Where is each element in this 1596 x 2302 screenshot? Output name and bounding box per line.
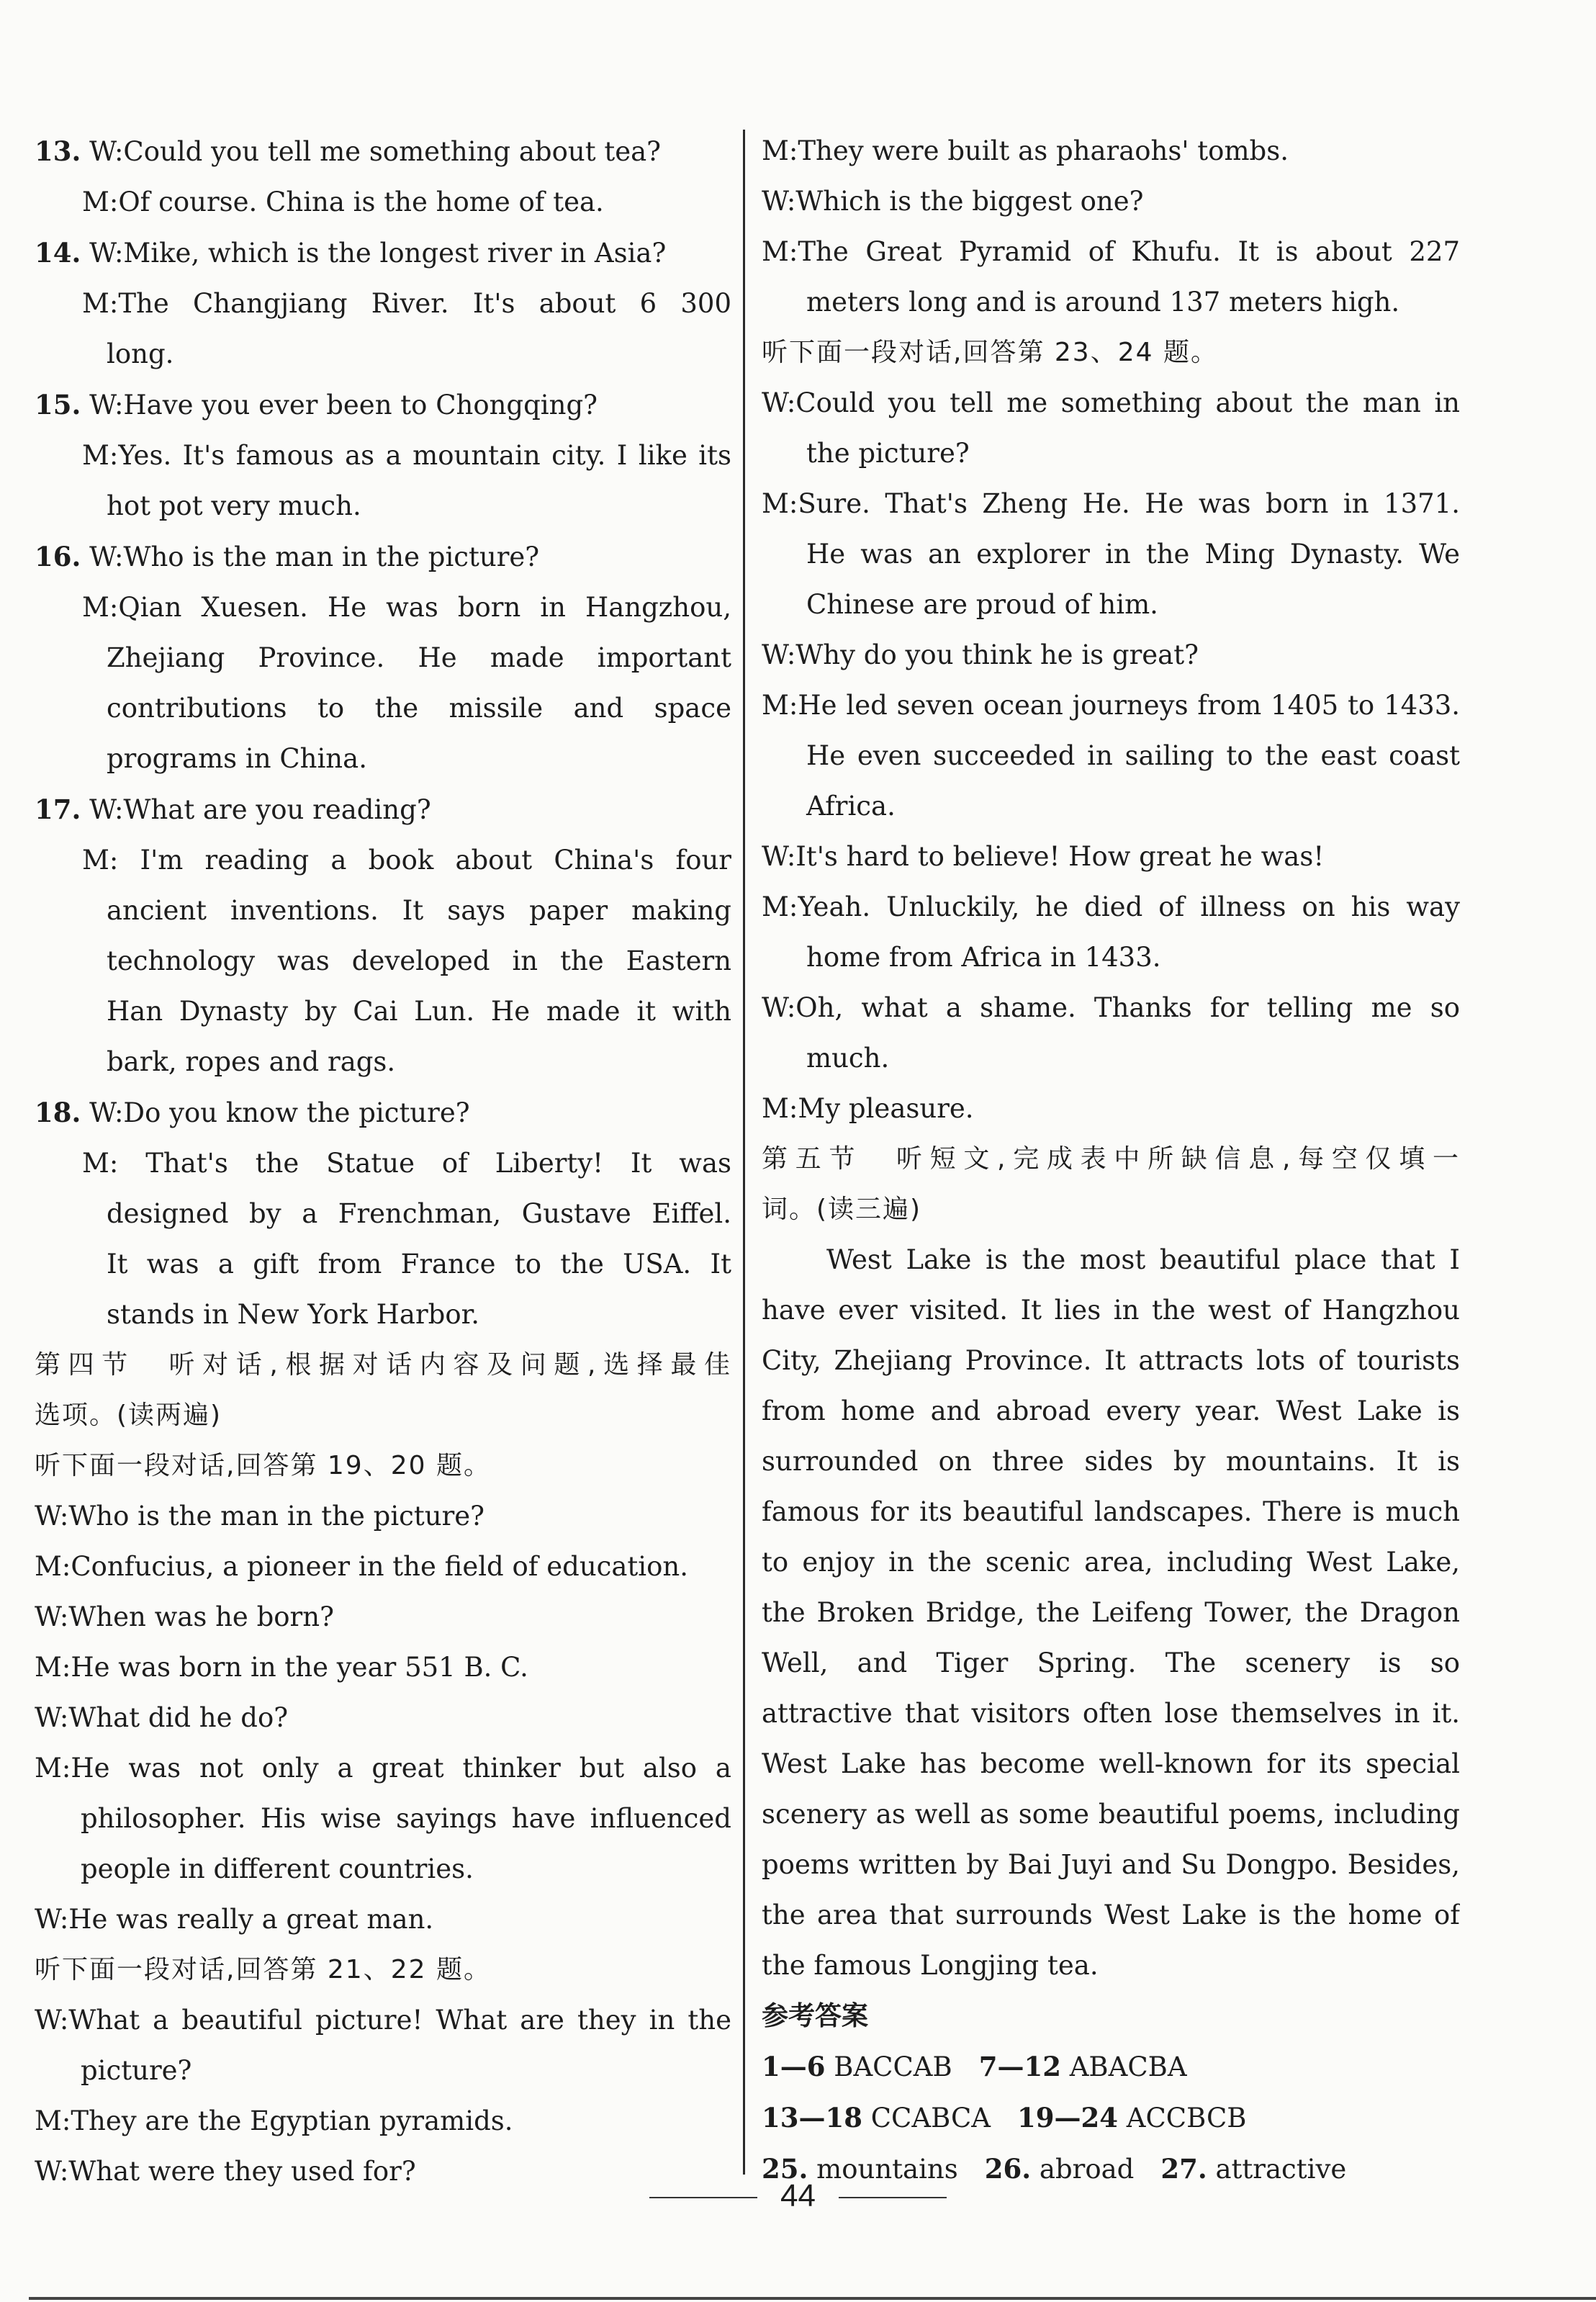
answer-value: BACCAB <box>825 2051 952 2082</box>
dialog-line: He was an explorer in the Ming Dynasty. We <box>806 539 1460 570</box>
section-heading: 第五节 听短文,完成表中所缺信息,每空仅填一 <box>762 1144 1460 1174</box>
answer-gap <box>952 2051 979 2082</box>
dialog-line: M:He was born in the year 551 B. C. <box>35 1652 528 1683</box>
section-heading: 第四节 听对话,根据对话内容及问题,选择最佳 <box>35 1350 731 1380</box>
dialog-line: W:He was really a great man. <box>35 1904 434 1935</box>
dialog-line: W:Oh, what a shame. Thanks for telling me so <box>762 992 1460 1023</box>
dialog-line <box>35 379 731 431</box>
dialog-line: long. <box>107 338 174 369</box>
dialog-line: W:It's hard to believe! How great he was! <box>762 841 1325 872</box>
answers-title: 参考答案 <box>762 2000 868 2031</box>
dialog-line: W:What did he do? <box>35 1702 289 1733</box>
dialog-item <box>35 531 731 784</box>
dialog-line: designed by a Frenchman, Gustave Eiffel. <box>107 1198 731 1229</box>
item-number: 16. <box>35 541 81 572</box>
dialog-item <box>35 784 731 1087</box>
passage-line: poems written by Bai Juyi and Su Dongpo. Besides, <box>762 1849 1460 1880</box>
answer-value: abroad <box>1031 2154 1135 2185</box>
passage-line: the Broken Bridge, the Leifeng Tower, the Dragon <box>762 1597 1460 1628</box>
bottom-rule <box>29 2297 1596 2300</box>
dialog-text: W:Could you tell me something about tea? <box>81 136 662 167</box>
passage-line: scenery as well as some beautiful poems, including <box>762 1799 1460 1830</box>
dialog-line: W:When was he born? <box>35 1601 334 1632</box>
footer-dash-right <box>839 2197 947 2198</box>
passage-line: famous for its beautiful landscapes. There is much <box>762 1496 1460 1527</box>
dialog-text: W:Have you ever been to Chongqing? <box>81 390 598 421</box>
answer-value: mountains <box>808 2154 958 2185</box>
dialog-line: M:The Changjiang River. It's about 6 300 <box>82 288 731 319</box>
dialog-line: M:Sure. That's Zheng He. He was born in 1371. <box>762 488 1460 519</box>
dialog-line <box>35 1087 731 1138</box>
section-heading: 词。(读三遍) <box>762 1195 922 1224</box>
dialog-line: programs in China. <box>107 743 367 774</box>
dialog-line: M:My pleasure. <box>762 1093 974 1124</box>
answer-gap <box>991 2103 1017 2134</box>
dialog-text: W:Who is the man in the picture? <box>81 541 540 572</box>
passage-line: attractive that visitors often lose themselves in it. <box>762 1698 1460 1729</box>
dialog-line: meters long and is around 137 meters high. <box>806 287 1400 318</box>
left-column <box>35 126 731 2197</box>
dialog-line <box>35 531 731 583</box>
dialog-line: M: I'm reading a book about China's four <box>82 845 731 876</box>
dialog-line: hot pot very much. <box>107 490 361 521</box>
dialog-line: W:Why do you think he is great? <box>762 639 1199 670</box>
dialog-line: technology was developed in the Eastern <box>107 945 731 976</box>
item-number: 15. <box>35 389 81 421</box>
answer-value: ABACBA <box>1060 2051 1187 2082</box>
dialog-line <box>35 228 731 279</box>
dialog-item <box>35 379 731 531</box>
item-number: 18. <box>35 1097 81 1128</box>
right-column <box>762 126 1460 2195</box>
answer-number: 26. <box>984 2153 1032 2185</box>
answer-number: 1—6 <box>762 2051 826 2082</box>
answer-value: CCABCA <box>862 2103 991 2134</box>
passage-line: have ever visited. It lies in the west of Hangzhou <box>762 1295 1460 1326</box>
dialog-text: W:What are you reading? <box>81 794 431 825</box>
dialog-item <box>35 126 731 228</box>
dialog-line: M:He was not only a great thinker but also a <box>35 1753 731 1784</box>
dialog-line: W:Who is the man in the picture? <box>35 1501 484 1532</box>
dialog-line: W:Could you tell me something about the man in <box>762 387 1460 418</box>
answer-number: 25. <box>762 2153 808 2185</box>
dialog-line: Africa. <box>806 791 896 822</box>
dialog-line: home from Africa in 1433. <box>806 942 1161 973</box>
answer-row <box>762 2092 1460 2144</box>
dialog-line: bark, ropes and rags. <box>107 1046 396 1077</box>
dialog-line: ancient inventions. It says paper making <box>107 895 731 926</box>
dialog-line: M: That's the Statue of Liberty! It was <box>82 1148 731 1179</box>
item-number: 17. <box>35 793 81 825</box>
dialog-line: M:Qian Xuesen. He was born in Hangzhou, <box>82 592 731 623</box>
dialog-line: M:They were built as pharaohs' tombs. <box>762 135 1289 166</box>
dialog-line: M:They are the Egyptian pyramids. <box>35 2105 513 2136</box>
item-number: 13. <box>35 135 81 167</box>
item-number: 14. <box>35 237 81 269</box>
passage-line: surrounded on three sides by mountains. It is <box>762 1446 1460 1477</box>
passage-line: West Lake is the most beautiful place that I <box>826 1244 1460 1275</box>
dialog-line: M:He led seven ocean journeys from 1405 to 1433. <box>762 690 1460 721</box>
passage-line: from home and abroad every year. West Lake is <box>762 1395 1460 1426</box>
answer-number: 19—24 <box>1017 2102 1118 2134</box>
passage-line: City, Zhejiang Province. It attracts lots of tourists <box>762 1345 1460 1376</box>
answer-number: 13—18 <box>762 2102 862 2134</box>
footer-dash-left <box>649 2197 757 2198</box>
dialog-line: Chinese are proud of him. <box>806 589 1158 620</box>
dialog-line: W:What a beautiful picture! What are they in the <box>35 2005 731 2036</box>
answer-value: ACCBCB <box>1117 2103 1247 2134</box>
passage-line: West Lake has become well-known for its special <box>762 1748 1460 1779</box>
dialog-text: W:Do you know the picture? <box>81 1097 470 1128</box>
passage-line: the famous Longjing tea. <box>762 1950 1099 1981</box>
dialog-intro: 听下面一段对话,回答第 23、24 题。 <box>762 338 1218 367</box>
passage-line: to enjoy in the scenic area, including West Lake, <box>762 1547 1460 1578</box>
dialog-line: M:Yes. It's famous as a mountain city. I like its <box>82 440 731 471</box>
dialog-line: the picture? <box>806 438 970 469</box>
dialog-line: W:What were they used for? <box>35 2156 416 2187</box>
answer-number: 27. <box>1160 2153 1207 2185</box>
dialog-line: It was a gift from France to the USA. It <box>107 1249 731 1280</box>
dialog-line: philosopher. His wise sayings have influenced <box>81 1803 731 1834</box>
dialog-line: M:The Great Pyramid of Khufu. It is about 227 <box>762 236 1460 267</box>
dialog-line: much. <box>806 1043 890 1074</box>
answer-value: attractive <box>1207 2154 1347 2185</box>
dialog-line: picture? <box>81 2055 192 2086</box>
passage-line: the area that surrounds West Lake is the home of <box>762 1899 1460 1930</box>
dialog-line: Zhejiang Province. He made important <box>107 642 731 673</box>
dialog-line: He even succeeded in sailing to the east coast <box>806 740 1460 771</box>
dialog-line <box>35 126 731 177</box>
dialog-text: W:Mike, which is the longest river in Asia? <box>81 238 667 269</box>
section-heading: 选项。(读两遍) <box>35 1400 222 1430</box>
passage-line: Well, and Tiger Spring. The scenery is so <box>762 1647 1460 1678</box>
answer-number: 7—12 <box>978 2051 1061 2082</box>
dialog-line: M:Yeah. Unluckily, he died of illness on his way <box>762 891 1460 922</box>
dialog-line: M:Confucius, a pioneer in the field of education. <box>35 1551 688 1582</box>
dialog-line: Han Dynasty by Cai Lun. He made it with <box>107 996 731 1027</box>
dialog-intro: 听下面一段对话,回答第 21、22 题。 <box>35 1955 491 1984</box>
dialog-line: M:Of course. China is the home of tea. <box>82 186 604 217</box>
answer-row <box>762 2041 1460 2092</box>
dialog-line: W:Which is the biggest one? <box>762 186 1144 217</box>
dialog-item <box>35 228 731 379</box>
dialog-line: stands in New York Harbor. <box>107 1299 480 1330</box>
page-number-footer <box>0 2178 1596 2214</box>
dialog-line <box>35 784 731 835</box>
dialog-item <box>35 1087 731 1340</box>
dialog-line: contributions to the missile and space <box>107 693 731 724</box>
dialog-line: people in different countries. <box>81 1853 474 1884</box>
column-divider <box>743 130 745 2175</box>
page-number: 44 <box>780 2178 816 2213</box>
dialog-intro: 听下面一段对话,回答第 19、20 题。 <box>35 1451 491 1480</box>
